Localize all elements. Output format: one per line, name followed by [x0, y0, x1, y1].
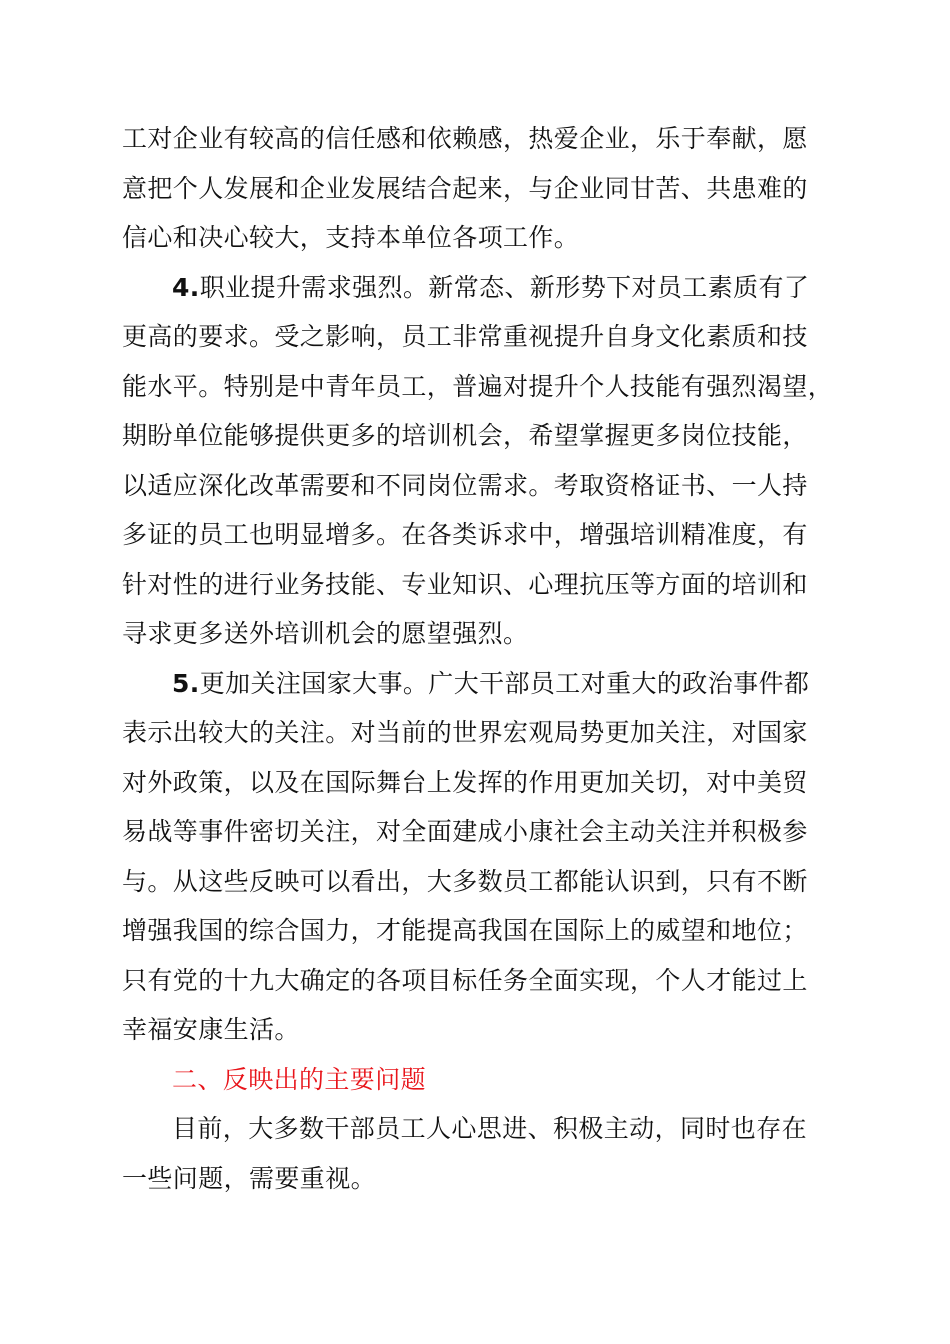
- item-number-5: 5.: [172, 669, 200, 698]
- paragraph-3-line-3: 对外政策，以及在国际舞台上发挥的作用更加关切，对中美贸: [122, 768, 808, 797]
- paragraph-2-line-7: 针对性的进行业务技能、专业知识、心理抗压等方面的培训和: [122, 570, 808, 599]
- paragraph-2-line-2: 更高的要求。受之影响，员工非常重视提升自身文化素质和技: [122, 322, 808, 351]
- paragraph-3-line-2: 表示出较大的关注。对当前的世界宏观局势更加关注，对国家: [122, 718, 808, 747]
- paragraph-3-line-8: 幸福安康生活。: [122, 1015, 300, 1044]
- paragraph-3-line-6: 增强我国的综合国力，才能提高我国在国际上的威望和地位；: [122, 916, 808, 945]
- paragraph-3-line-7: 只有党的十九大确定的各项目标任务全面实现，个人才能过上: [122, 966, 808, 995]
- paragraph-1-line-1: 工对企业有较高的信任感和依赖感，热爱企业，乐于奉献，愿: [122, 124, 808, 153]
- paragraph-2-line-5: 以适应深化改革需要和不同岗位需求。考取资格证书、一人持: [122, 471, 808, 500]
- paragraph-3-line-5: 与。从这些反映可以看出，大多数员工都能认识到，只有不断: [122, 867, 808, 896]
- paragraph-2-line-1: [172, 273, 809, 303]
- paragraph-2-line-8: 寻求更多送外培训机会的愿望强烈。: [122, 619, 529, 648]
- paragraph-1-line-2: 意把个人发展和企业发展结合起来，与企业同甘苦、共患难的: [122, 174, 808, 203]
- paragraph-3-line-1-text: 更加关注国家大事。广大干部员工对重大的政治事件都: [199, 669, 810, 698]
- paragraph-2-line-6: 多证的员工也明显增多。在各类诉求中，增强培训精准度，有: [122, 520, 808, 549]
- paragraph-3-line-4: 易战等事件密切关注，对全面建成小康社会主动关注并积极参: [122, 817, 808, 846]
- section-heading: 二、反映出的主要问题: [172, 1065, 427, 1094]
- paragraph-4-line-1: 目前，大多数干部员工人心思进、积极主动，同时也存在: [172, 1114, 808, 1143]
- paragraph-2-line-4: 期盼单位能够提供更多的培训机会，希望掌握更多岗位技能，: [122, 421, 808, 450]
- paragraph-2-line-3: 能水平。特别是中青年员工，普遍对提升个人技能有强烈渴望，: [122, 372, 834, 401]
- item-number-4: 4.: [172, 273, 200, 302]
- paragraph-4-line-2: 一些问题，需要重视。: [122, 1164, 377, 1193]
- paragraph-3-line-1: [172, 669, 809, 699]
- paragraph-2-line-1-text: 职业提升需求强烈。新常态、新形势下对员工素质有了: [199, 273, 810, 302]
- paragraph-1-line-3: 信心和决心较大，支持本单位各项工作。: [122, 223, 580, 252]
